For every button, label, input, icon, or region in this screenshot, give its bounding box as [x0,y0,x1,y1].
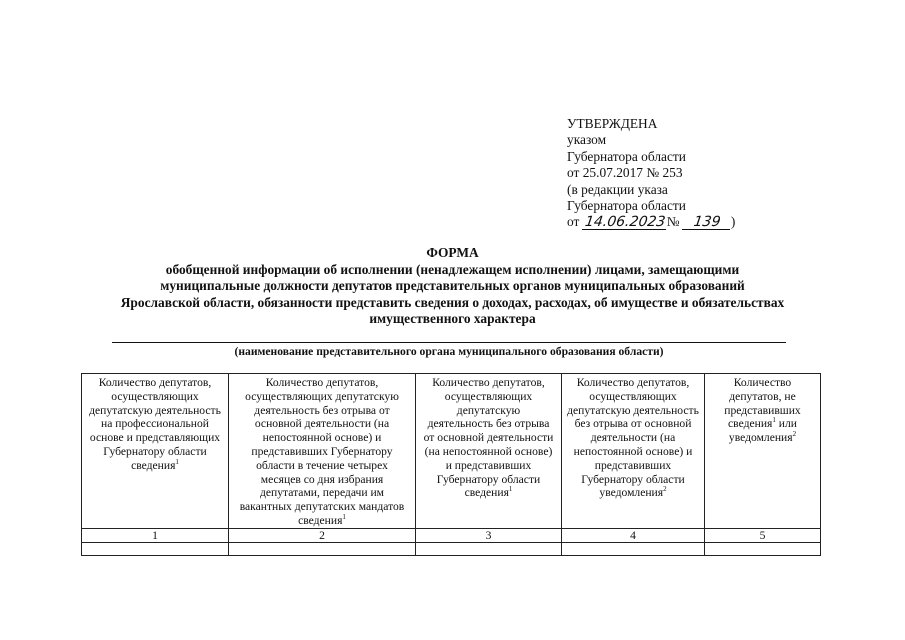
header-line: от основной деятельности [423,431,554,445]
header-line: Количество депутатов, [432,376,545,389]
approval-authority: Губернатора области [567,148,686,164]
header-line: осуществляющих [589,389,677,403]
header-line: и представивших [445,458,532,472]
header-line: деятельность без отрыва [427,417,550,431]
header-line: депутатскую деятельность [89,403,221,417]
header-line: деятельности (на [590,431,676,445]
header-line: Губернатору области [581,472,685,486]
revision-number-sign: № [666,214,680,230]
header-cell-2 [229,374,416,529]
header-cell-1 [82,374,229,529]
header-line: Количество депутатов, [576,376,690,389]
header-text [231,374,413,528]
header-line: сведения$^1$ [131,457,179,472]
header-line: осуществляющих [111,389,199,403]
header-line: без отрыва от основной [574,417,692,431]
header-text [564,374,702,500]
header-line: представивших Губернатору [251,444,393,458]
data-cell [82,542,229,555]
approval-act-type: указом [567,132,607,148]
header-line: Губернатору области [103,444,207,458]
header-line: области в течение четырех [256,458,388,472]
header-line: осуществляющих [444,389,533,403]
revision-prefix: от [567,214,580,230]
header-line: непостоянной основе) и [573,444,693,458]
revision-close-paren: ) [730,214,736,230]
data-cell [416,542,562,555]
header-text [707,374,818,445]
table-header-row [82,374,821,529]
header-line: депутатскую деятельность [567,403,699,417]
header-line: сведения$^1$ [464,485,513,500]
deputies-info-table [81,373,821,556]
column-number: 5 [705,528,821,542]
header-line: вакантных депутатских мандатов [239,500,405,514]
form-title-line-2: муниципальные должности депутатов представительных органов муниципальных образований [160,278,745,294]
empty-data-row [82,542,821,555]
handwritten-revision-number: 139 [682,215,732,230]
column-number: 4 [562,528,705,542]
header-line: (на непостоянной основе) [424,444,553,458]
header-line: Количество [733,376,792,389]
header-text [418,374,559,500]
data-cell [229,542,416,555]
organ-name-caption: (наименование представительного органа муниципального образования области) [234,345,664,358]
approval-revision-note: (в редакции указа [567,181,668,197]
form-heading: ФОРМА [426,245,479,260]
organ-name-fill-line [112,342,786,343]
header-line: депутатскую [456,403,521,417]
form-title-line-4: имущественного характера [369,311,536,327]
header-line: сведения$^1$ или [728,416,797,431]
header-cell-5 [705,374,821,529]
header-line: основе и представляющих [89,431,221,445]
header-line: месяцев со дня избрания [260,472,384,486]
approval-date-number: от 25.07.2017 № 253 [567,165,683,181]
header-line: непостоянной основе) и [262,431,382,445]
header-text [84,374,226,473]
header-line: осуществляющих депутатскую [245,389,399,403]
header-line: Губернатору области [436,472,541,486]
header-line: сведения$^1$ [298,513,346,527]
header-line: на профессиональной [100,417,210,431]
form-title-line-1: обобщенной информации об исполнении (ненадлежащем исполнении) лицами, замещающими [165,261,740,277]
data-cell [705,542,821,555]
header-line: основной деятельности (на [254,417,390,431]
header-line: уведомления$^2$ [728,430,797,445]
column-number-row [82,528,821,542]
header-line: депутатов, не [729,389,796,403]
header-line: Количество депутатов, [265,376,379,389]
approval-status: УТВЕРЖДЕНА [567,116,658,131]
approval-revision-authority: Губернатора области [567,198,686,214]
column-number: 2 [229,528,416,542]
header-line: представивших [724,403,801,417]
header-line: Количество депутатов, [98,376,212,389]
form-title-block [60,245,845,328]
form-title-line-3: Ярославской области, обязанности представить сведения о доходах, расходах, об имуществе и обязательствах [120,294,785,310]
column-number: 1 [82,528,229,542]
header-cell-4 [562,374,705,529]
header-cell-3 [416,374,562,529]
data-cell [562,542,705,555]
approval-revision-line [567,214,787,230]
approval-stamp [567,116,787,231]
header-line: деятельность без отрыва от [254,403,390,417]
column-number: 3 [416,528,562,542]
handwritten-revision-date: 14.06.2023 [583,214,667,231]
header-line: уведомления$^2$ [599,485,667,500]
header-line: представивших [594,458,672,472]
header-line: депутатами, передачи им [260,486,384,500]
